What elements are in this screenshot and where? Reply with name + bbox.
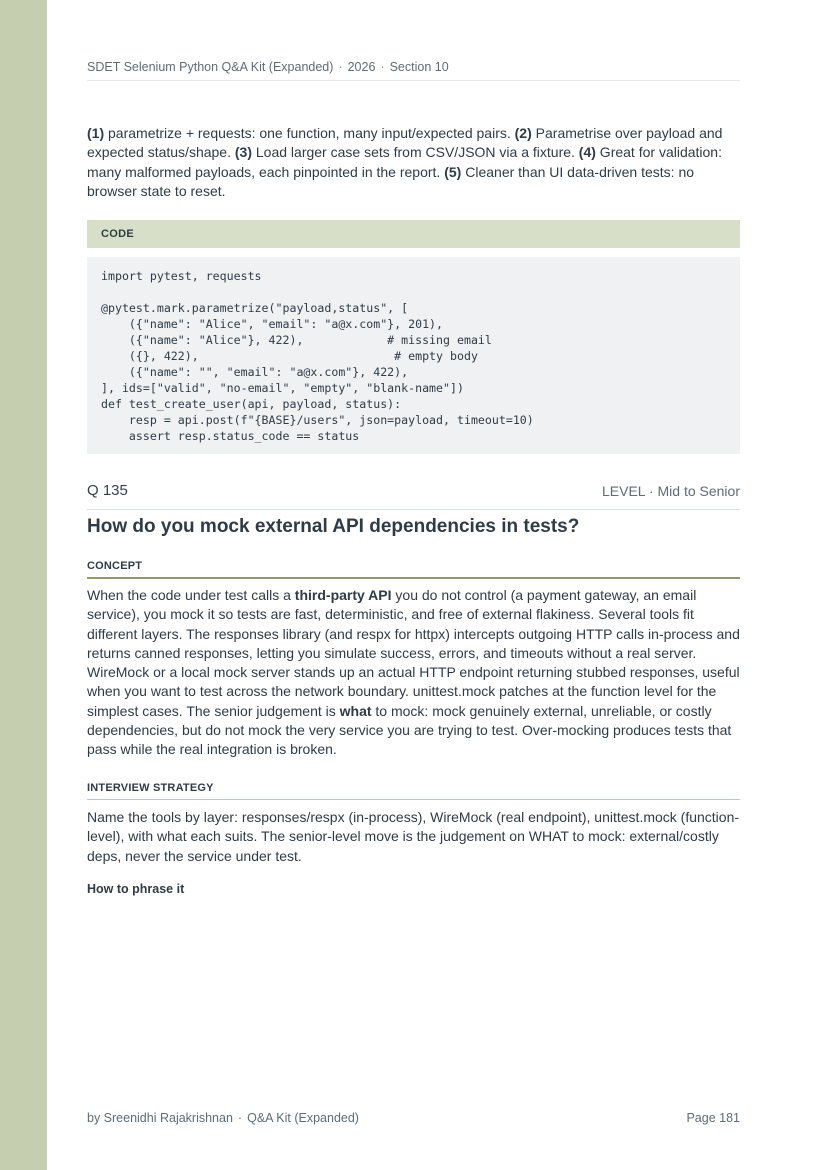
concept-text: to mock: mock genuinely external, unreliable, or costly dependencies, but do not mock the very service you are trying to test. Over-mocking produces tests that pass while the real integration is broken. [87,702,732,758]
how-to-phrase-heading: How to phrase it [87,882,185,896]
header-separator: · [380,60,385,74]
question-number: Q 135 [87,482,128,499]
point-text: Load larger case sets from CSV/JSON via a fixture. [252,144,579,161]
footer-separator: · [237,1111,243,1125]
header-year: 2026 [347,60,376,74]
point-marker: (1) [87,125,105,141]
point-text: Great for validation: many malformed payloads, each pinpointed in the report. [87,144,722,180]
doc-title: SDET Selenium Python Q&A Kit (Expanded) [87,60,334,74]
point-text: Cleaner than UI data-driven tests: no browser state to reset. [87,163,695,199]
header-section: Section 10 [389,60,449,74]
concept-text: When the code under test calls a [87,587,295,603]
running-header [87,60,740,81]
header-separator: · [338,60,343,74]
page-number: Page 181 [686,1111,740,1125]
question-level: LEVEL · Mid to Senior [602,483,740,499]
concept-text: you do not control (a payment gateway, an email service), you mock it so tests are fast, deterministic, and free of external flakiness. Several tools fit different layers. The responses library (and respx for httpx) intercepts outgoing HTTP calls in-process and returns canned responses, letting you simulate success, errors, and timeouts without a real server. WireMock or a local mock server stands up an actual HTTP endpoint returning stubbed responses, useful when you want to test across the network boundary. unittest.mock patches at the function level for the simplest cases. The senior judgement is [87,587,740,719]
sidebar-accent-bar [0,0,47,1170]
point-text: parametrize + requests: one function, many input/expected pairs. [104,125,515,141]
answer-summary [87,124,740,201]
interview-strategy-heading: INTERVIEW STRATEGY [87,782,740,800]
concept-body [87,586,740,760]
interview-strategy-body: Name the tools by layer: responses/respx (in-process), WireMock (real endpoint), unittest.mock (function-level), with what each suits. The senior-level move is the judgement on WHAT to mock: external/costly deps, never the service under test. [87,809,740,864]
concept-emphasis: third-party API [294,587,392,603]
point-marker: (5) [444,163,462,180]
concept-emphasis: what [339,702,372,719]
footer-kit: Q&A Kit (Expanded) [247,1111,359,1125]
concept-heading: CONCEPT [87,560,740,579]
point-marker: (3) [234,144,252,161]
question-title: How do you mock external API dependencies in tests? [87,516,580,537]
point-marker: (4) [578,144,596,161]
question-meta-row [87,482,740,510]
code-label: CODE [87,220,740,248]
footer-author: by Sreenidhi Rajakrishnan [87,1111,233,1125]
footer-credit [87,1111,359,1125]
point-text: Parametrise over payload and expected status/shape. [87,125,723,161]
point-marker: (2) [514,125,532,141]
code-block: import pytest, requests @pytest.mark.parametrize("payload,status", [ ({"name": "Alice", "email": "a@x.com"}, 201), ({"name": "Alice"}, 422), # missing email ({}, 422), # empty body ({"name": "", "email": "a@x.com"}, 422), ], ids=["valid", "no-email", "empty", "blank-name"]) def test_create_user(api, payload, status): resp = api.post(f"{BASE}/users", json=payload, timeout=10) assert resp.status_code == status [87,257,740,454]
